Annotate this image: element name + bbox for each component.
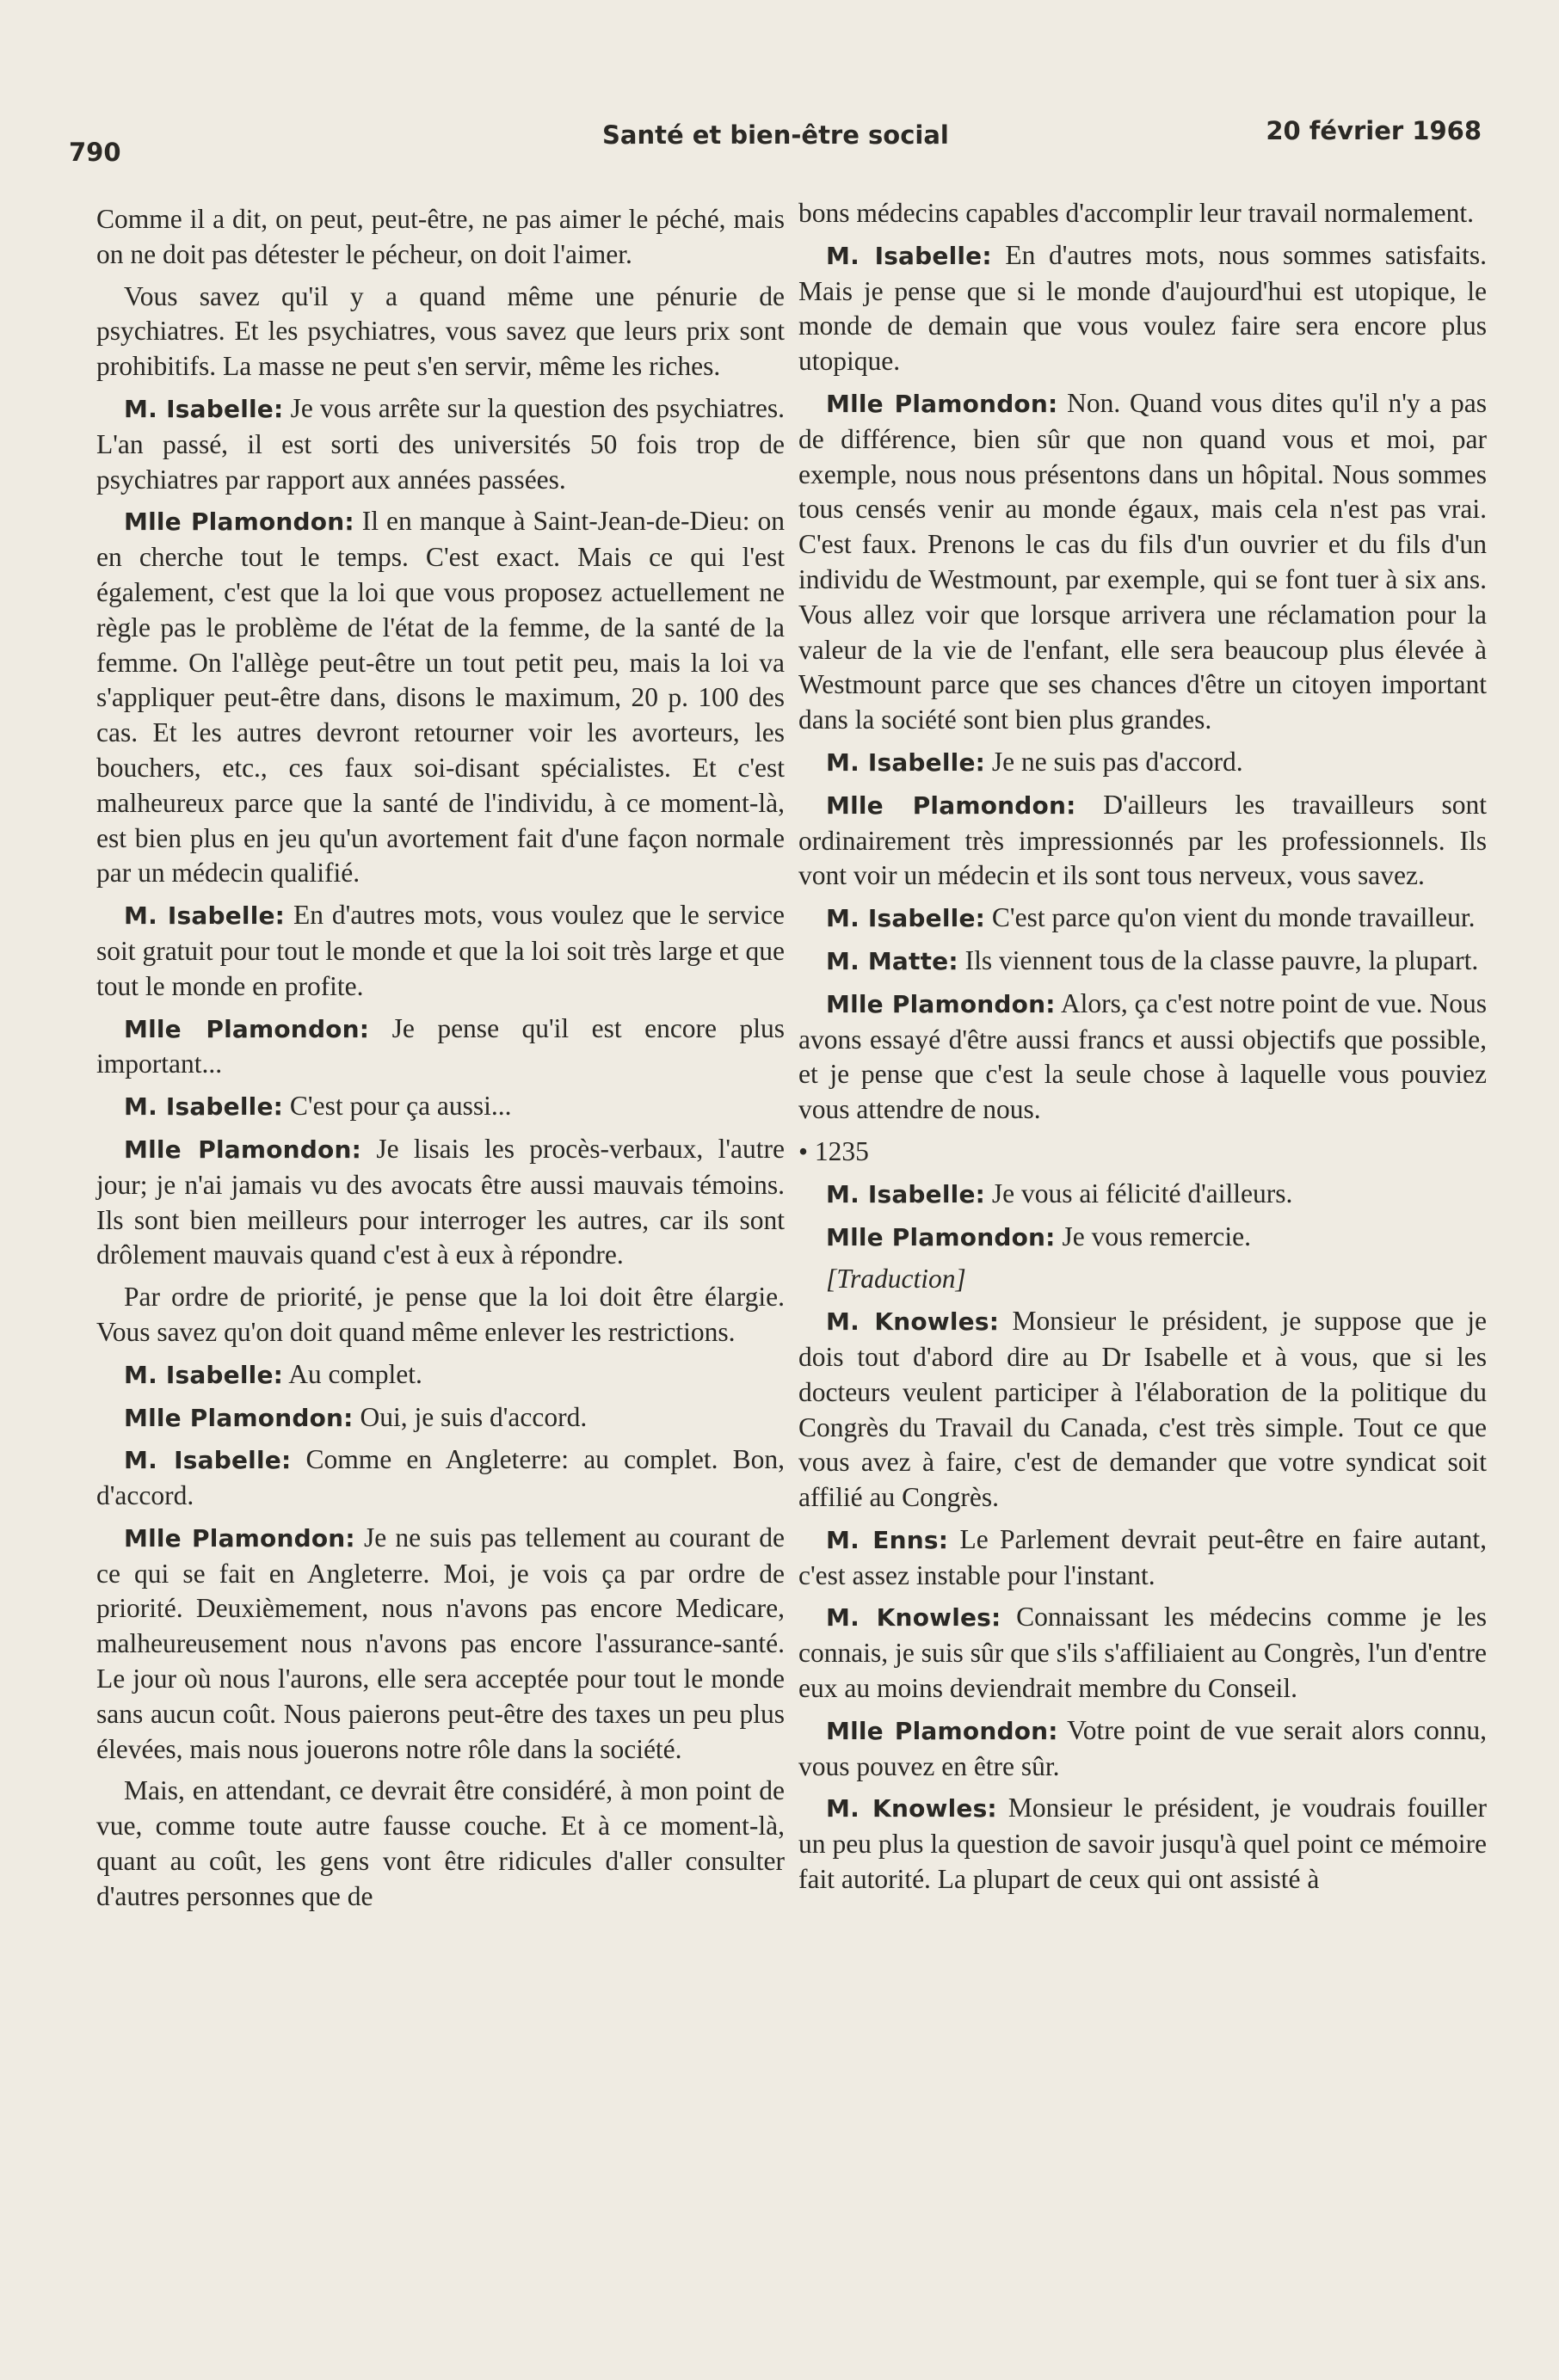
paragraph-text: D'ailleurs les travailleurs sont ordinairement très impressionnés par les professionnels. Ils vont voir un médecin et ils sont tous nerveux, vous savez.	[798, 789, 1487, 891]
paragraph	[96, 504, 785, 891]
paragraph-text: Comme il a dit, on peut, peut-être, ne pas aimer le péché, mais on ne doit pas détester le pécheur, on doit l'aimer.	[96, 204, 785, 269]
paragraph	[798, 987, 1487, 1128]
speaker-name: Mlle Plamondon:	[826, 989, 1056, 1018]
header-date: 20 février 1968	[1266, 116, 1482, 145]
paragraph-text: Le Parlement devrait peut-être en faire autant, c'est assez instable pour l'instant.	[798, 1523, 1487, 1590]
paragraph	[96, 1357, 785, 1393]
paragraph	[798, 1177, 1487, 1213]
paragraph	[798, 1791, 1487, 1897]
paragraph	[798, 1220, 1487, 1256]
speaker-name: M. Knowles:	[826, 1794, 997, 1823]
paragraph	[798, 386, 1487, 738]
speaker-name: M. Isabelle:	[124, 1360, 284, 1389]
paragraph-text: Je vous remercie.	[1062, 1221, 1251, 1251]
paragraph-text: Ils viennent tous de la classe pauvre, la plupart.	[964, 944, 1479, 975]
paragraph	[798, 788, 1487, 894]
paragraph	[798, 1600, 1487, 1706]
paragraph-text: Votre point de vue serait alors connu, vous pouvez en être sûr.	[798, 1714, 1487, 1781]
paragraph	[96, 1132, 785, 1273]
paragraph	[798, 944, 1487, 980]
paragraph-text: Monsieur le président, je suppose que je dois tout d'abord dire au Dr Isabelle et à vous, que si les docteurs veulent participer à l'élaboration de la politique du Congrès du Travail du Canada, c'est très simple. Tout ce que vous avez à faire, c'est de demander que votre syndicat soit affilié au Congrès.	[798, 1306, 1487, 1513]
paragraph-text: Il en manque à Saint-Jean-de-Dieu: on en cherche tout le temps. C'est exact. Mais ce qui l'est également, c'est que la loi que vous proposez actuellement ne règle pas le problème de l'état de la femme, de la santé de la femme. On l'allège peut-être un tout petit peu, mais la loi va s'appliquer peut-être dans, disons le maximum, 20 p. 100 des cas. Et les autres devront retourner voir les avorteurs, les bouchers, etc., ces faux soi-disant spécialistes. Et c'est malheureux parce que la santé de l'individu, à ce moment-là, est bien plus en jeu qu'un avortement fait d'une façon normale par un médecin qualifié.	[96, 506, 785, 889]
speaker-name: M. Isabelle:	[124, 1446, 292, 1475]
speaker-name: M. Matte:	[826, 946, 958, 975]
running-title: Santé et bien-être social	[602, 120, 949, 150]
paragraph	[96, 1774, 785, 1914]
speaker-name: Mlle Plamondon:	[826, 1222, 1056, 1251]
speaker-name: Mlle Plamondon:	[826, 790, 1076, 820]
speaker-name: M. Knowles:	[826, 1603, 1001, 1633]
left-column	[96, 202, 785, 1922]
paragraph	[798, 1304, 1487, 1516]
paragraph	[96, 1442, 785, 1514]
speaker-name: Mlle Plamondon:	[124, 507, 354, 537]
paragraph-text: Monsieur le président, je voudrais fouiller un peu plus la question de savoir jusqu'à quel point ce mémoire fait autorité. La plupart de ceux qui ont assisté à	[798, 1793, 1487, 1895]
speaker-name: M. Knowles:	[826, 1307, 1000, 1337]
paragraph-text: Je ne suis pas d'accord.	[991, 746, 1243, 777]
paragraph-text: Je ne suis pas tellement au courant de ce qui se fait en Angleterre. Moi, je vois ça par ordre de priorité. Deuxièmement, nous n'avons pas encore Medicare, malheureusement nous n'avons pas encore l'assurance-santé. Le jour où nous l'aurons, elle sera acceptée pour tout le monde sans aucun coût. Nous paierons peut-être des taxes un peu plus élevées, mais nous jouerons notre rôle dans la société.	[96, 1522, 785, 1764]
speaker-name: M. Isabelle:	[826, 747, 986, 777]
speaker-name: Mlle Plamondon:	[124, 1135, 362, 1164]
translation-note: [Traduction]	[826, 1264, 966, 1295]
paragraph-text: Je pense qu'il est encore plus important...	[96, 1012, 785, 1079]
paragraph-text: Au complet.	[288, 1358, 422, 1389]
time-marker: • 1235	[798, 1135, 869, 1166]
speaker-name: M. Isabelle:	[826, 241, 992, 270]
paragraph	[96, 391, 785, 497]
paragraph-text: En d'autres mots, vous voulez que le service soit gratuit pour tout le monde et que la loi soit très large et que tout le monde en profite.	[96, 900, 786, 1001]
paragraph-text: C'est parce qu'on vient du monde travailleur.	[991, 902, 1476, 933]
paragraph	[798, 901, 1487, 937]
paragraph	[798, 1713, 1487, 1785]
paragraph	[96, 280, 785, 384]
page-number: 790	[69, 138, 121, 167]
right-column	[798, 196, 1487, 1904]
paragraph-text: Connaissant les médecins comme je les connais, je suis sûr que s'ils s'affiliaient au Congrès, l'un d'entre eux au moins deviendrait membre du Conseil.	[798, 1602, 1487, 1704]
paragraph-text: C'est pour ça aussi...	[289, 1091, 512, 1122]
page-header	[60, 112, 1482, 172]
paragraph	[798, 745, 1487, 781]
paragraph-text: Mais, en attendant, ce devrait être considéré, à mon point de vue, comme toute autre fausse couche. Et à ce moment-là, quant au coût, les gens vont être ridicules d'aller consulter d'autres personnes que de	[96, 1775, 785, 1911]
speaker-name: M. Isabelle:	[826, 904, 986, 933]
paragraph	[96, 1280, 785, 1350]
paragraph	[798, 196, 1487, 231]
paragraph-text: Non. Quand vous dites qu'il n'y a pas de différence, bien sûr que non quand vous et moi, par exemple, nous nous présentons dans un hôpital. Nous sommes tous censés venir au monde égaux, mais cela n'est pas vrai. C'est faux. Prenons le cas du fils d'un ouvrier et du fils d'un individu de Westmount, par exemple, qui se font tuer à six ans. Vous allez voir que lorsque arrivera une réclamation pour la valeur de la vie de l'enfant, elle sera beaucoup plus élevée à Westmount parce que ses chances d'être un citoyen important dans la société sont bien plus grandes.	[798, 387, 1488, 735]
paragraph-text: Comme en Angleterre: au complet. Bon, d'accord.	[96, 1444, 785, 1511]
paragraph	[798, 238, 1487, 379]
paragraph	[798, 1262, 1487, 1297]
paragraph	[96, 1400, 785, 1436]
paragraph-text: bons médecins capables d'accomplir leur travail normalement.	[798, 198, 1475, 228]
paragraph	[96, 1521, 785, 1768]
speaker-name: Mlle Plamondon:	[124, 1523, 355, 1553]
speaker-name: Mlle Plamondon:	[124, 1403, 354, 1432]
speaker-name: Mlle Plamondon:	[826, 389, 1058, 418]
speaker-name: Mlle Plamondon:	[124, 1014, 370, 1043]
paragraph	[96, 1089, 785, 1125]
paragraph	[96, 898, 785, 1004]
paragraph	[798, 1135, 1487, 1170]
paragraph-text: En d'autres mots, nous sommes satisfaits. Mais je pense que si le monde d'aujourd'hui est utopique, le monde de demain que vous voulez faire sera encore plus utopique.	[798, 239, 1488, 377]
speaker-name: M. Isabelle:	[826, 1179, 986, 1208]
speaker-name: Mlle Plamondon:	[826, 1716, 1058, 1745]
speaker-name: M. Isabelle:	[124, 1092, 284, 1122]
paragraph	[96, 202, 785, 273]
speaker-name: M. Isabelle:	[124, 901, 286, 931]
paragraph-text: Vous savez qu'il y a quand même une pénurie de psychiatres. Et les psychiatres, vous savez que leurs prix sont prohibitifs. La masse ne peut s'en servir, même les riches.	[96, 280, 785, 382]
speaker-name: M. Isabelle:	[124, 394, 284, 423]
paragraph-text: Je vous arrête sur la question des psychiatres. L'an passé, il est sorti des universités 50 fois trop de psychiatres par rapport aux années passées.	[96, 392, 786, 495]
paragraph-text: Par ordre de priorité, je pense que la loi doit être élargie. Vous savez qu'on doit quand même enlever les restrictions.	[96, 1282, 785, 1347]
paragraph	[96, 1012, 785, 1083]
paragraph-text: Je lisais les procès-verbaux, l'autre jour; je n'ai jamais vu des avocats être aussi mauvais témoins. Ils sont bien meilleurs pour interroger les autres, car ils sont drôlement mauvais quand c'est à eux à répondre.	[96, 1133, 785, 1270]
paragraph	[798, 1522, 1487, 1594]
paragraph-text: Alors, ça c'est notre point de vue. Nous avons essayé d'être aussi francs et aussi objectifs que possible, et je pense que c'est la seule chose à laquelle vous pouviez vous attendre de nous.	[798, 987, 1487, 1125]
paragraph-text: Oui, je suis d'accord.	[360, 1401, 588, 1432]
speaker-name: M. Enns:	[826, 1525, 949, 1554]
paragraph-text: Je vous ai félicité d'ailleurs.	[991, 1178, 1293, 1208]
